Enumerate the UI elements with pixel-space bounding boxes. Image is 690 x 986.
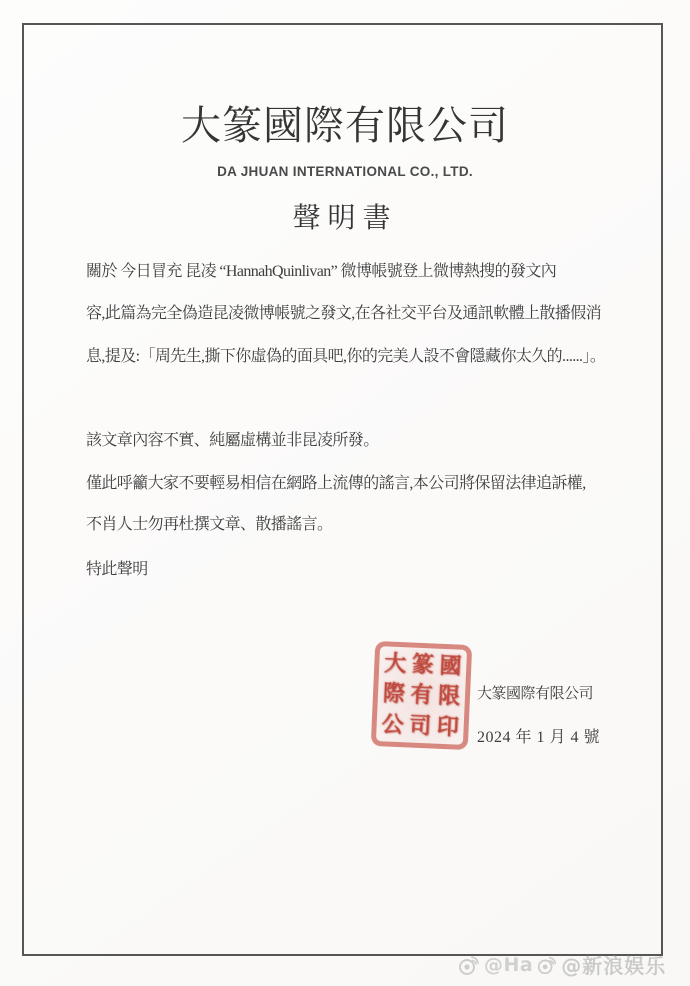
- seal-character: 司: [408, 712, 432, 739]
- statement-paragraph2-line1: 該文章內容不實、純屬虛構並非昆凌所發。: [86, 432, 379, 449]
- signature-company-name: 大篆國際有限公司: [477, 686, 594, 702]
- weibo-watermark: [457, 950, 666, 979]
- company-seal-stamp-icon: [371, 641, 472, 750]
- seal-character: 大: [383, 650, 407, 677]
- watermark-handle-sina: @新浪娱乐: [561, 954, 667, 978]
- weibo-eye-icon: [457, 953, 481, 977]
- seal-character: 印: [436, 713, 460, 740]
- statement-closing: 特此聲明: [86, 561, 148, 578]
- seal-character: 限: [437, 683, 461, 710]
- seal-character: 際: [382, 680, 406, 707]
- seal-character: 國: [438, 652, 463, 679]
- seal-character: 有: [409, 682, 434, 708]
- statement-paragraph3-line2: 不肖人士勿再杜撰文章、散播謠言。: [86, 516, 333, 533]
- statement-paragraph1-line3: 息,提及:「周先生,撕下你虛偽的面具吧,你的完美人設不會隱藏你太久的......」。: [86, 348, 606, 365]
- weibo-eye-icon: [536, 954, 558, 976]
- seal-character: 公: [381, 711, 405, 738]
- company-name-english: DA JHUAN INTERNATIONAL CO., LTD.: [217, 164, 473, 179]
- watermark-handle-partial: @Ha: [484, 953, 534, 976]
- statement-paragraph1-line2: 容,此篇為完全偽造昆凌微博帳號之發文,在各社交平台及通訊軟體上散播假消: [86, 305, 602, 322]
- document-title: 聲明書: [292, 203, 398, 234]
- seal-character: 篆: [411, 651, 435, 678]
- statement-paragraph3-line1: 僅此呼籲大家不要輕易相信在網路上流傳的謠言,本公司將保留法律追訴權,: [86, 475, 586, 492]
- signature-date: 2024 年 1 月 4 號: [477, 729, 601, 746]
- company-name-chinese: 大篆國際有限公司: [181, 103, 509, 148]
- statement-paragraph1-line1: 關於 今日冒充 昆凌 “HannahQuinlivan” 微博帳號登上微博熱搜的發文內: [86, 263, 557, 280]
